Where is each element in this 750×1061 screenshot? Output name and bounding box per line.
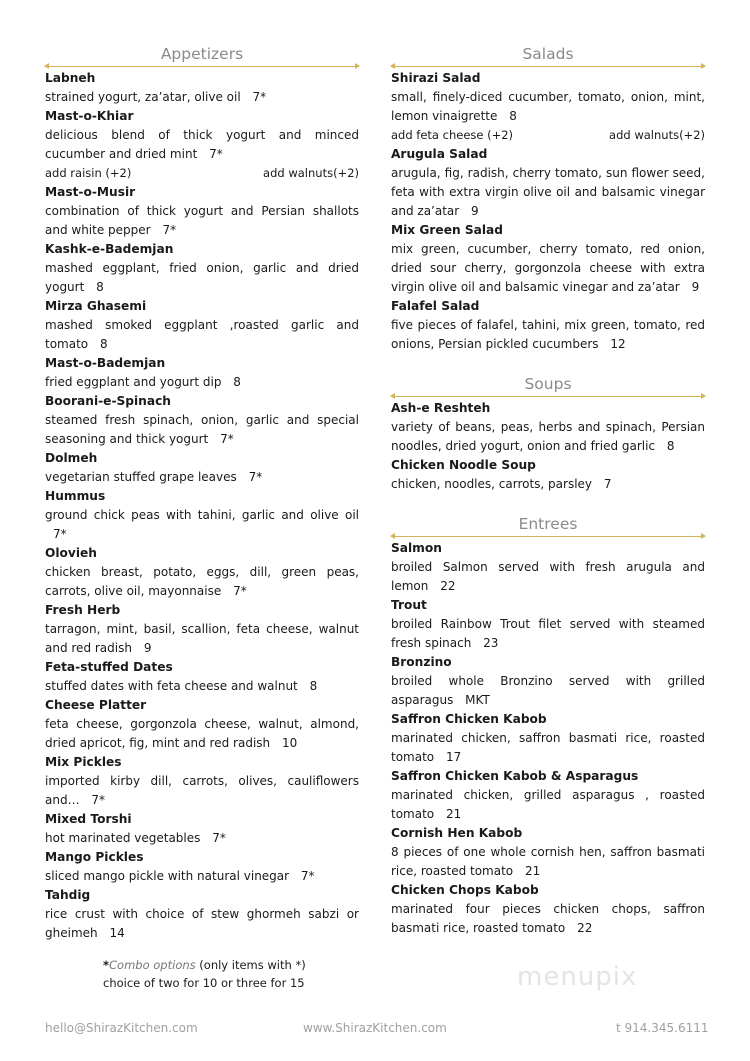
menu-item xyxy=(45,696,359,753)
menu-item xyxy=(391,710,705,767)
menu-item xyxy=(45,753,359,810)
menupix-watermark: menupix xyxy=(517,962,638,992)
item-description-text: hot marinated vegetables xyxy=(45,831,201,845)
addon-option: add feta cheese (+2) xyxy=(391,128,514,142)
item-description-text: arugula, fig, radish, cherry tomato, sun flower seed, feta with extra virgin olive oil and balsamic vinegar and za’atar xyxy=(391,166,705,218)
item-name: Chicken Noodle Soup xyxy=(391,458,536,472)
item-price: 8 xyxy=(509,109,517,123)
item-name: Feta-stuffed Dates xyxy=(45,660,173,674)
item-description-text: sliced mango pickle with natural vinegar xyxy=(45,869,290,883)
item-description xyxy=(45,905,359,943)
item-name: Saffron Chicken Kabob & Asparagus xyxy=(391,769,639,783)
item-price: 22 xyxy=(440,579,456,593)
item-description xyxy=(391,164,705,221)
section-gap xyxy=(391,354,705,374)
section-title: Entrees xyxy=(518,515,578,533)
item-price: 7* xyxy=(162,223,177,237)
menu-item xyxy=(391,881,705,938)
section-divider xyxy=(391,536,705,537)
item-name: Boorani-e-Spinach xyxy=(45,394,171,408)
item-description xyxy=(391,475,705,494)
menu-item xyxy=(45,107,359,183)
combo-label: Combo options xyxy=(109,958,196,972)
item-description-text: broiled whole Bronzino served with grilled asparagus xyxy=(391,674,705,707)
menu-list xyxy=(391,399,705,494)
item-description xyxy=(391,900,705,938)
menu-item xyxy=(391,145,705,221)
item-description xyxy=(45,867,359,886)
menu-item xyxy=(391,653,705,710)
combo-line-2: choice of two for 10 or three for 15 xyxy=(103,976,305,990)
item-description-text: steamed fresh spinach, onion, garlic and special seasoning and thick yogurt xyxy=(45,413,359,446)
item-price: 7* xyxy=(91,793,106,807)
item-description xyxy=(391,843,705,881)
section-title: Appetizers xyxy=(160,45,244,63)
item-description xyxy=(45,468,359,487)
item-description-text: combination of thick yogurt and Persian shallots and white pepper xyxy=(45,204,359,237)
menu-item xyxy=(391,399,705,456)
item-price: 8 xyxy=(99,337,108,351)
menu-item xyxy=(391,824,705,881)
item-name: Hummus xyxy=(45,489,106,503)
menu-item xyxy=(45,69,359,107)
menu-item xyxy=(45,354,359,392)
item-description xyxy=(45,126,359,164)
item-price: 8 xyxy=(96,280,104,294)
item-price: 8 xyxy=(666,439,675,453)
item-price: 9 xyxy=(143,641,152,655)
menu-item xyxy=(45,658,359,696)
item-price: 7* xyxy=(248,470,263,484)
item-description xyxy=(45,506,359,544)
addon-option: add walnuts(+2) xyxy=(263,166,359,180)
item-name: Olovieh xyxy=(45,546,97,560)
item-description-text: mashed eggplant, fried onion, garlic and dried yogurt xyxy=(45,261,359,294)
item-description xyxy=(391,672,705,710)
menu-item xyxy=(45,183,359,240)
item-price: 21 xyxy=(524,864,541,878)
item-description-text: imported kirby dill, carrots, olives, cauliflowers and… xyxy=(45,774,359,807)
appetizers-header xyxy=(45,44,359,68)
section-divider xyxy=(391,396,705,397)
soups-header xyxy=(391,374,705,398)
item-name: Ash-e Reshteh xyxy=(391,401,491,415)
menu-item xyxy=(391,767,705,824)
item-description xyxy=(391,316,705,354)
item-name: Mirza Ghasemi xyxy=(45,299,147,313)
item-price: 8 xyxy=(309,679,318,693)
item-description-text: marinated chicken, saffron basmati rice, roasted tomato xyxy=(391,731,705,764)
item-description-text: delicious blend of thick yogurt and minced cucumber and dried mint xyxy=(45,128,359,161)
footer-email[interactable]: hello@ShirazKitchen.com xyxy=(45,1021,198,1035)
item-description xyxy=(391,88,705,126)
item-description-text: feta cheese, gorgonzola cheese, walnut, almond, dried apricot, fig, mint and red radish xyxy=(45,717,359,750)
item-description-text: chicken, noodles, carrots, parsley xyxy=(391,477,593,491)
item-description xyxy=(45,411,359,449)
item-price: 7* xyxy=(252,90,267,104)
section-gap xyxy=(391,494,705,514)
entrees-section xyxy=(391,514,705,938)
item-description-text: fried eggplant and yogurt dip xyxy=(45,375,222,389)
item-description-text: 8 pieces of one whole cornish hen, saffron basmati rice, roasted tomato xyxy=(391,845,705,878)
menu-item xyxy=(45,544,359,601)
item-description-text: marinated chicken, grilled asparagus , roasted tomato xyxy=(391,788,705,821)
appetizers-section xyxy=(45,44,359,943)
item-price: 7* xyxy=(212,831,226,845)
menu-item xyxy=(45,392,359,449)
item-description-text: broiled Rainbow Trout filet served with steamed fresh spinach xyxy=(391,617,705,650)
item-price: 7* xyxy=(300,869,315,883)
item-description xyxy=(45,772,359,810)
menu-item xyxy=(45,240,359,297)
combo-line-1 xyxy=(103,956,306,974)
item-price: 7* xyxy=(209,147,223,161)
item-description xyxy=(391,240,705,297)
menu-list xyxy=(391,539,705,938)
menu-item xyxy=(391,69,705,145)
item-name: Salmon xyxy=(391,541,442,555)
section-divider xyxy=(45,66,359,67)
item-description-text: strained yogurt, za’atar, olive oil xyxy=(45,90,241,104)
item-price: 7* xyxy=(233,584,247,598)
item-description-text: marinated four pieces chicken chops, saffron basmati rice, roasted tomato xyxy=(391,902,705,935)
item-name: Fresh Herb xyxy=(45,603,121,617)
item-price: 7* xyxy=(220,432,234,446)
item-description-text: tarragon, mint, basil, scallion, feta cheese, walnut and red radish xyxy=(45,622,359,655)
item-description-text: small, finely-diced cucumber, tomato, onion, mint, lemon vinaigrette xyxy=(391,90,705,123)
item-description xyxy=(391,615,705,653)
menu-item xyxy=(45,449,359,487)
item-description xyxy=(45,316,359,354)
item-name: Trout xyxy=(391,598,427,612)
item-description-text: vegetarian stuffed grape leaves xyxy=(45,470,237,484)
item-description-text: mix green, cucumber, cherry tomato, red onion, dried sour cherry, gorgonzola cheese with extra virgin olive oil and balsamic vinegar and za’atar xyxy=(391,242,705,294)
addon-option: add walnuts(+2) xyxy=(609,128,705,142)
item-name: Cheese Platter xyxy=(45,698,147,712)
item-name: Mango Pickles xyxy=(45,850,144,864)
menu-item xyxy=(45,601,359,658)
section-divider xyxy=(391,66,705,67)
item-price: 21 xyxy=(445,807,462,821)
item-name: Labneh xyxy=(45,71,96,85)
item-description-text: stuffed dates with feta cheese and walnut xyxy=(45,679,298,693)
item-description xyxy=(45,677,359,696)
item-price: 7 xyxy=(603,477,612,491)
item-description xyxy=(45,202,359,240)
salads-header xyxy=(391,44,705,68)
menu-list xyxy=(391,69,705,354)
salads-section xyxy=(391,44,705,354)
item-name: Mast-o-Musir xyxy=(45,185,136,199)
item-description xyxy=(45,88,359,107)
item-price: 23 xyxy=(483,636,499,650)
menu-item xyxy=(391,596,705,653)
item-description xyxy=(391,786,705,824)
item-name: Dolmeh xyxy=(45,451,98,465)
combo-note-text: (only items with *) xyxy=(199,958,306,972)
item-price: 17 xyxy=(445,750,462,764)
item-description xyxy=(45,829,359,848)
item-description-text: variety of beans, peas, herbs and spinach, Persian noodles, dried yogurt, onion and fried garlic xyxy=(391,420,705,453)
menu-item xyxy=(45,810,359,848)
menu-item xyxy=(391,456,705,494)
item-name: Falafel Salad xyxy=(391,299,480,313)
item-price: MKT xyxy=(465,693,490,707)
item-description xyxy=(391,558,705,596)
item-name: Mix Green Salad xyxy=(391,223,504,237)
left-column xyxy=(45,44,359,943)
item-name: Mix Pickles xyxy=(45,755,122,769)
menu-item xyxy=(45,886,359,943)
item-addons xyxy=(391,126,705,145)
soups-section xyxy=(391,374,705,494)
item-description xyxy=(45,620,359,658)
menu-item xyxy=(391,221,705,297)
item-description xyxy=(45,259,359,297)
menu-item xyxy=(45,848,359,886)
item-name: Chicken Chops Kabob xyxy=(391,883,539,897)
item-description xyxy=(45,715,359,753)
menu-item xyxy=(391,539,705,596)
item-name: Bronzino xyxy=(391,655,452,669)
item-name: Mast-o-Bademjan xyxy=(45,356,166,370)
menu-item xyxy=(391,297,705,354)
item-name: Mixed Torshi xyxy=(45,812,132,826)
item-name: Saffron Chicken Kabob xyxy=(391,712,547,726)
item-price: 22 xyxy=(577,921,593,935)
section-title: Salads xyxy=(522,45,574,63)
item-description xyxy=(391,729,705,767)
menu-item xyxy=(45,297,359,354)
item-price: 9 xyxy=(471,204,479,218)
item-price: 14 xyxy=(109,926,125,940)
item-description xyxy=(45,563,359,601)
item-price: 10 xyxy=(281,736,298,750)
item-description xyxy=(391,418,705,456)
item-price: 9 xyxy=(691,280,700,294)
item-description xyxy=(45,373,359,392)
combo-note xyxy=(103,956,306,992)
item-description-text: rice crust with choice of stew ghormeh sabzi or gheimeh xyxy=(45,907,359,940)
item-description-text: mashed smoked eggplant ,roasted garlic and tomato xyxy=(45,318,359,351)
combo-star: * xyxy=(103,958,110,972)
item-description-text: five pieces of falafel, tahini, mix green, tomato, red onions, Persian pickled cucumbers xyxy=(391,318,705,351)
item-description-text: ground chick peas with tahini, garlic and olive oil xyxy=(45,508,359,522)
item-price: 8 xyxy=(233,375,241,389)
item-description-text: chicken breast, potato, eggs, dill, green peas, carrots, olive oil, mayonnaise xyxy=(45,565,359,598)
item-name: Arugula Salad xyxy=(391,147,488,161)
menu-item xyxy=(45,487,359,544)
item-name: Mast-o-Khiar xyxy=(45,109,134,123)
item-price: 12 xyxy=(610,337,626,351)
menu-list xyxy=(45,69,359,943)
addon-option: add raisin (+2) xyxy=(45,166,132,180)
item-name: Shirazi Salad xyxy=(391,71,481,85)
item-price: 7* xyxy=(53,527,67,541)
section-title: Soups xyxy=(524,375,572,393)
footer-website[interactable]: www.ShirazKitchen.com xyxy=(303,1021,447,1035)
footer-phone: t 914.345.6111 xyxy=(616,1021,709,1035)
entrees-header xyxy=(391,514,705,538)
item-name: Kashk-e-Bademjan xyxy=(45,242,174,256)
item-description-text: broiled Salmon served with fresh arugula and lemon xyxy=(391,560,705,593)
item-name: Tahdig xyxy=(45,888,91,902)
item-addons xyxy=(45,164,359,183)
item-name: Cornish Hen Kabob xyxy=(391,826,523,840)
right-column xyxy=(391,44,705,938)
